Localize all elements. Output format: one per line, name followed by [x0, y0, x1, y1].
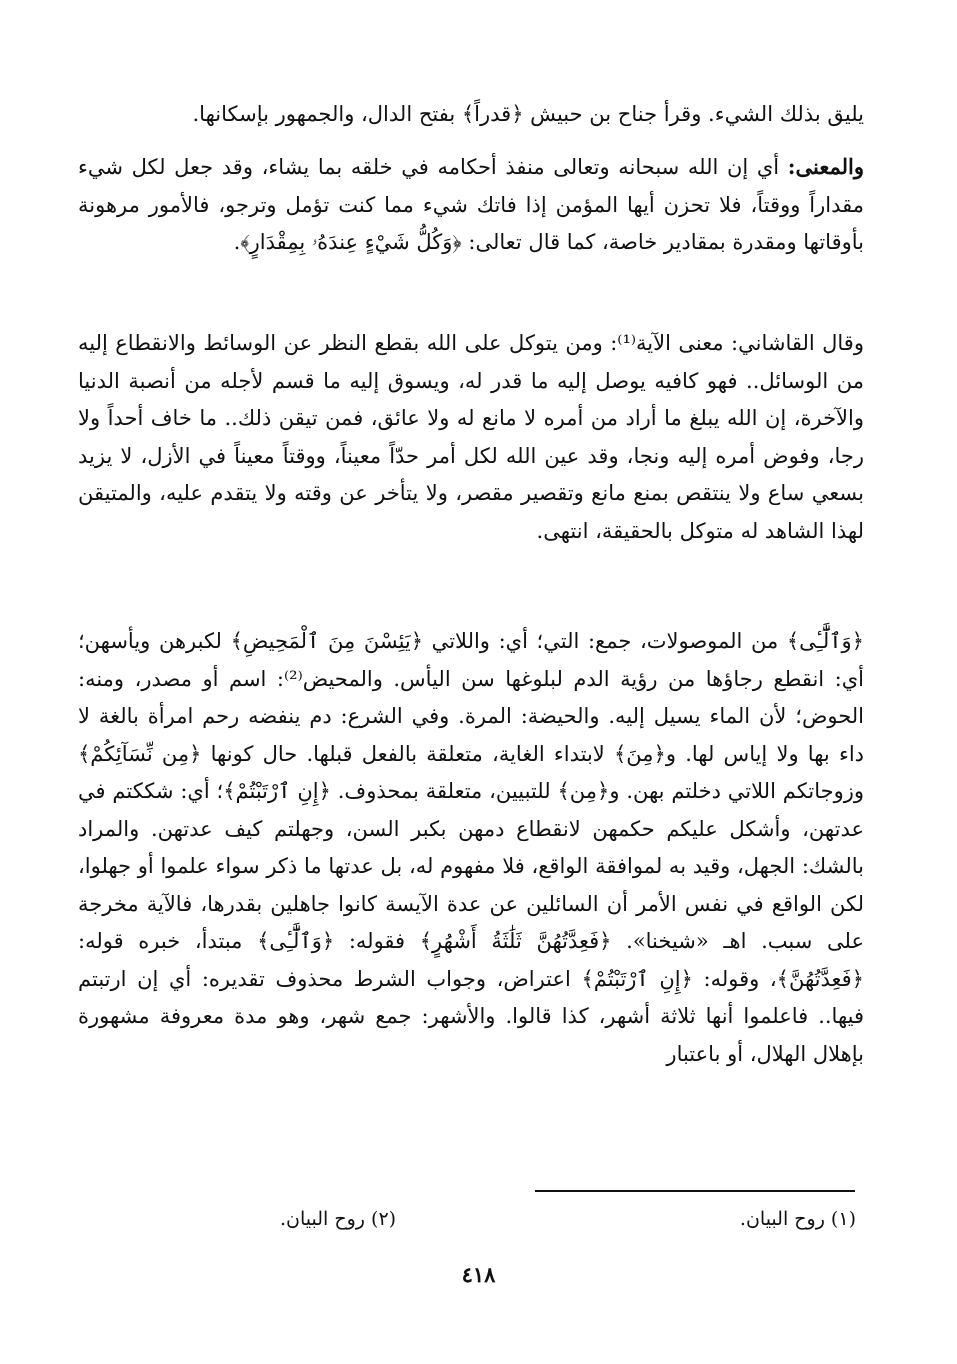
footnote-2: (٢) روح البيان. — [280, 1208, 397, 1230]
footnote-divider — [535, 1190, 855, 1192]
paragraph-meaning-body: أي إن الله سبحانه وتعالى منفذ أحكامه في خلقه بما يشاء، وقد جعل لكل شيء مقداراً ووقتاً، فلا تحزن أيها المؤمن إذا فاتك شيء مما كنت تؤمل وترجو، فالأمور مرهونة بأوقاتها ومقدرة بمقادير خاصة، كما قال تعالى: ﴿وَكُلُّ شَيْءٍ عِندَهُۥ بِمِقْدَارٍ﴾. — [78, 155, 864, 254]
footnote-1: (١) روح البيان. — [739, 1208, 856, 1230]
page-number: ٤١٨ — [461, 1262, 496, 1287]
paragraph-allaee: ﴿وَٱلَّٰٓـِٔى﴾ من الموصولات، جمع: التي؛ أي: واللاتي ﴿يَئِسْنَ مِنَ ٱلْمَحِيضِ﴾ لكبرهن ويأسهن؛ أي: انقطع رجاؤها من رؤية الدم لبلوغها سن اليأس. والمحيض⁽²⁾: اسم أو مصدر، ومنه: الحوض؛ لأن الماء يسيل إليه. والحيضة: المرة. وفي الشرع: دم ينفضه رحم امرأة بالغة لا داء بها ولا إياس لها. و﴿مِنَ﴾ لابتداء الغاية، متعلقة بالفعل قبلها. حال كونها ﴿مِن نِّسَآئِكُمْ﴾ وزوجاتكم اللاتي دخلتم بهن. و﴿مِن﴾ للتبيين، متعلقة بمحذوف. ﴿إِنِ ٱرْتَبْتُمْ﴾؛ أي: شككتم في عدتهن، وأشكل عليكم حكمهن لانقطاع دمهن بكبر السن، وجهلتم كيف عدتهن. والمراد بالشك: الجهل، وقيد به لموافقة الواقع، فلا مفهوم له، بل عدتها ما ذكر سواء علموا أو جهلوا، لكن الواقع في نفس الأمر أن السائلين عن عدة الآيسة كانوا جاهلين بقدرها، فالآية مخرجة على سبب. اهـ «شيخنا». ﴿فَعِدَّتُهُنَّ ثَلَٰثَةُ أَشْهُرٍ﴾ فقوله: ﴿وَٱلَّٰٓـِٔى﴾ مبتدأ، خبره قوله: ﴿فَعِدَّتُهُنَّ﴾، وقوله: ﴿إِنِ ٱرْتَبْتُمْ﴾ اعتراض، وجواب الشرط محذوف تقديره: أي إن ارتبتم فيها.. فاعلموا أنها ثلاثة أشهر، كذا قالوا. والأشهر: جمع شهر، وهو مدة معروفة مشهورة بإهلال الهلال، أو باعتبار — [78, 629, 865, 1066]
paragraph-lead-label: والمعنى: — [787, 154, 864, 179]
paragraph-continuation: يليق بذلك الشيء. وقرأ جناح بن حبيش ﴿قدراً﴾ بفتح الدال، والجمهور بإسكانها. — [192, 102, 864, 126]
paragraph-meaning — [78, 148, 864, 262]
paragraph-qashani: وقال القاشاني: معنى الآية⁽¹⁾: ومن يتوكل على الله بقطع النظر عن الوسائط والانقطاع إليه من الوسائل.. فهو كافيه يوصل إليه ما قدر له، ويسوق إليه ما قسم لأجله من أنصبة الدنيا والآخرة، إن الله يبلغ ما أراد من أمره لا مانع له ولا عائق، فمن تيقن ذلك.. ما خاف أحداً ولا رجا، وفوض أمره إليه ونجا، وقد عين الله لكل أمر حدّاً معيناً، ووقتاً معيناً في الأزل، لا يزيد بسعي ساع ولا ينتقص بمنع مانع وتقصير مقصر، ولا يتأخر عن وقته ولا يتقدم عليه، والمتيقن لهذا الشاهد له متوكل بالحقيقة، انتهى. — [78, 331, 864, 543]
footnotes — [280, 1208, 856, 1230]
